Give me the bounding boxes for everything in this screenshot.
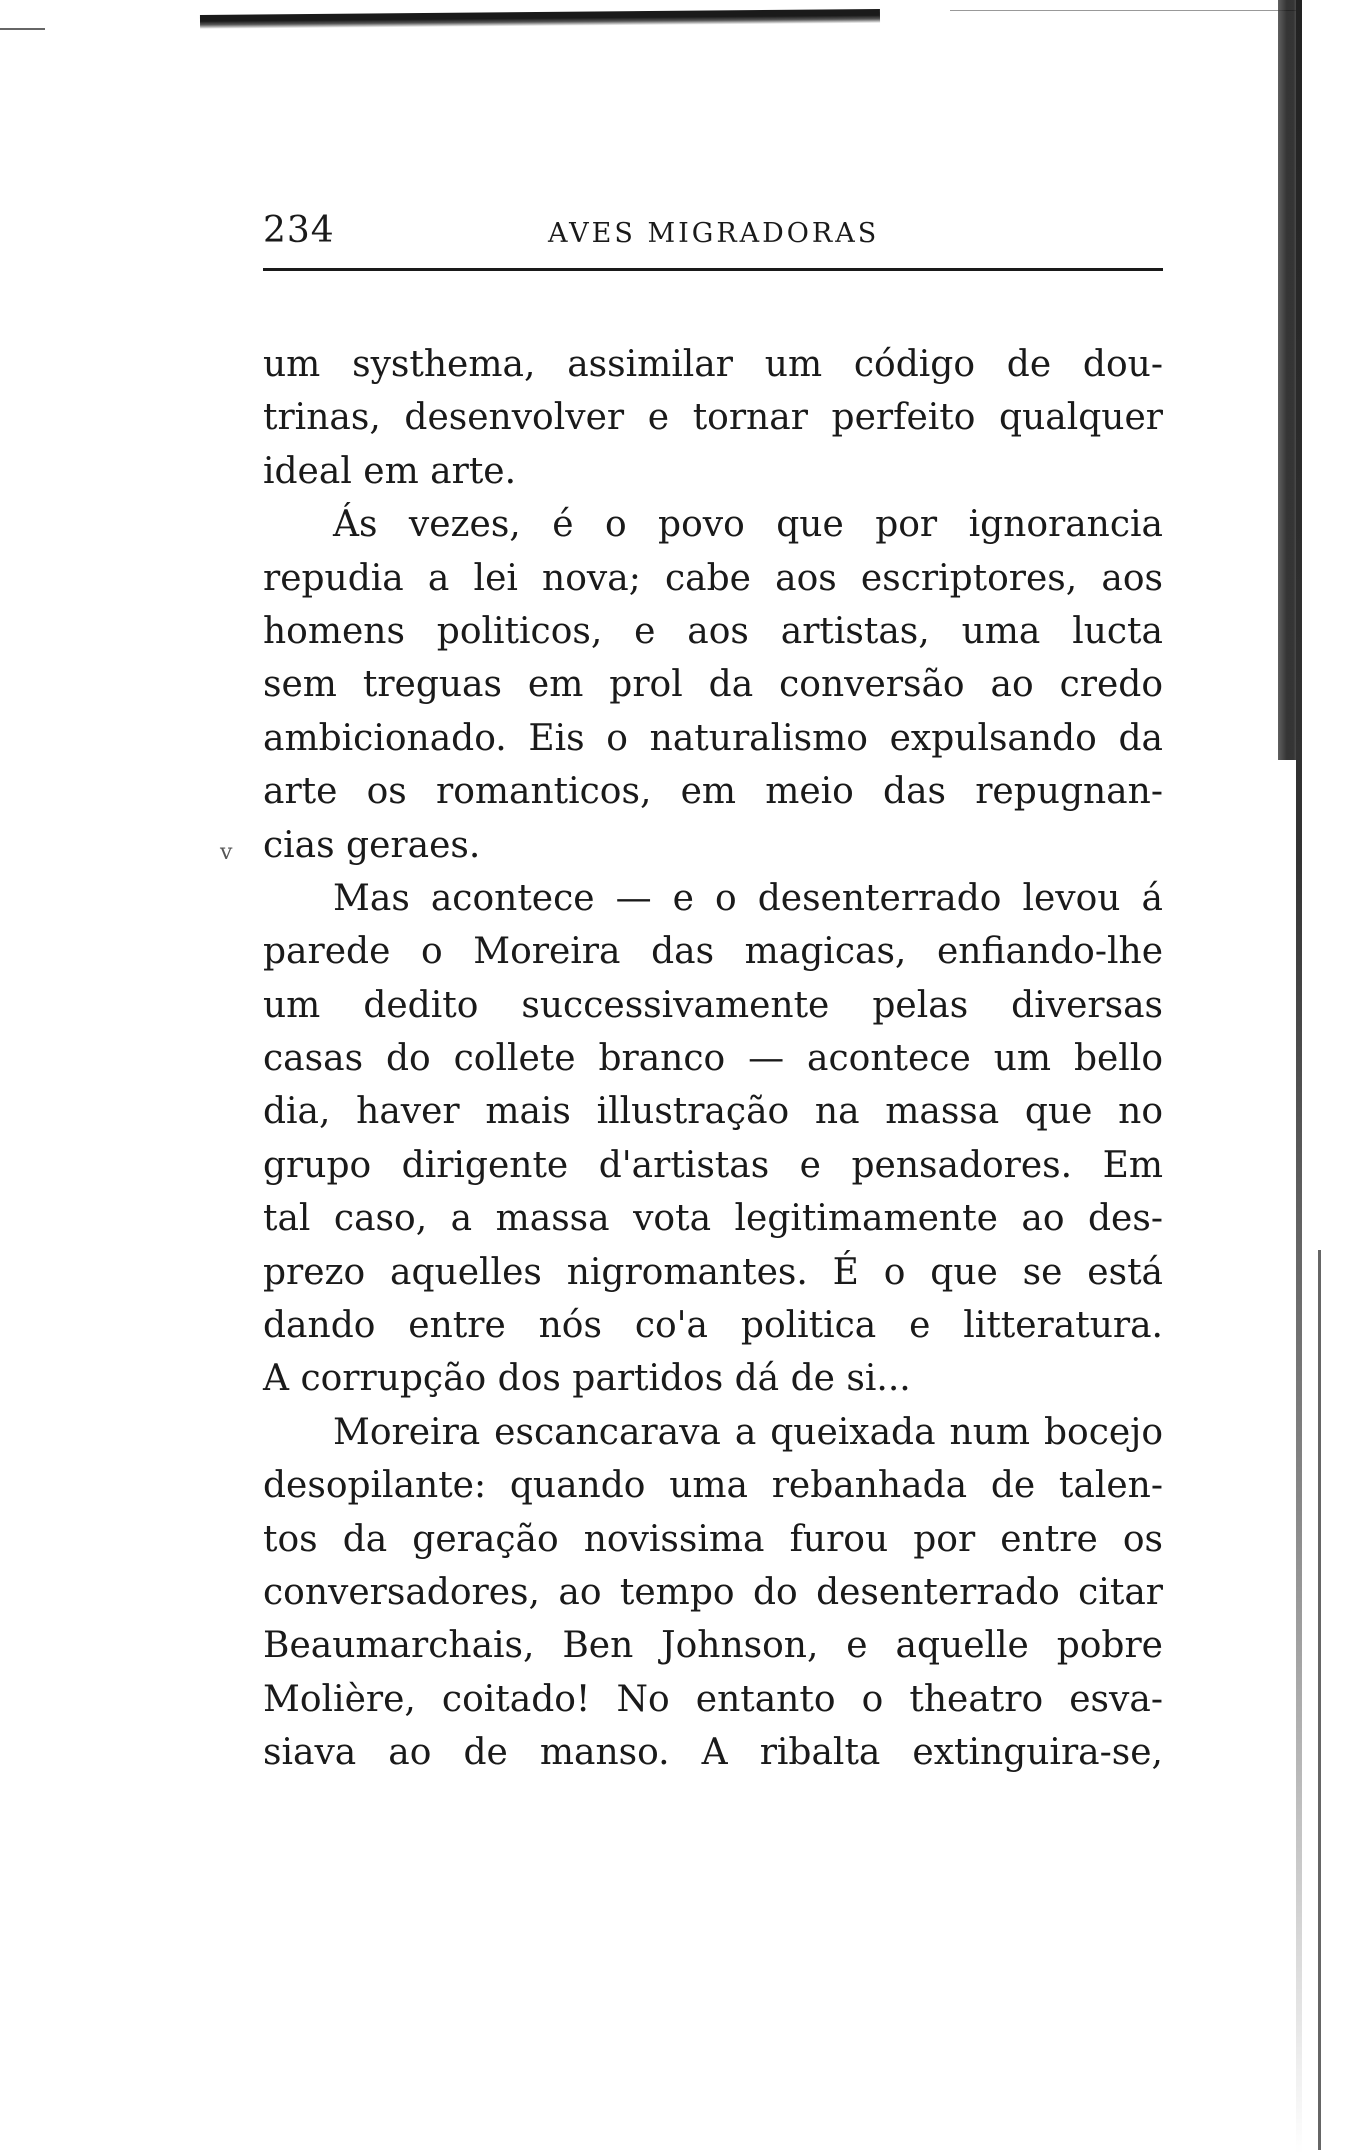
text-line: grupo dirigente d'artistas e pensadores. Em — [263, 1144, 1163, 1186]
text-line: ambicionado. Eis o naturalismo expulsando da — [263, 717, 1163, 759]
header-rule — [263, 268, 1163, 271]
margin-mark: v — [220, 840, 233, 865]
running-title: AVES MIGRADORAS — [548, 218, 880, 249]
text-line: trinas, desenvolver e tornar perfeito qualquer — [263, 397, 1163, 439]
text-line: parede o Moreira das magicas, enfiando-lhe — [263, 931, 1163, 973]
scan-binding-edge — [1296, 0, 1302, 2154]
text-line: ideal em arte. — [263, 450, 517, 492]
text-line: casas do collete branco — acontece um bello — [263, 1038, 1163, 1080]
text-line: um systhema, assimilar um código de dou- — [263, 344, 1163, 385]
text-line: prezo aquelles nigromantes. É o que se está — [263, 1251, 1163, 1293]
text-line: sem treguas em prol da conversão ao credo — [263, 664, 1163, 706]
page-header — [263, 210, 1163, 270]
text-line: A corrupção dos partidos dá de si... — [263, 1358, 911, 1400]
text-line: homens politicos, e aos artistas, uma lucta — [263, 610, 1163, 652]
text-line: Mas acontece — e o desenterrado levou á — [333, 877, 1163, 919]
scan-top-edge — [200, 9, 880, 29]
text-line: arte os romanticos, em meio das repugnan- — [263, 771, 1163, 813]
body-text — [263, 338, 1163, 1780]
text-line: dando entre nós co'a politica e litteratura. — [263, 1305, 1163, 1347]
text-line: Beaumarchais, Ben Johnson, e aquelle pobre — [263, 1625, 1163, 1667]
text-line: conversadores, ao tempo do desenterrado citar — [263, 1571, 1163, 1613]
text-line: um dedito successivamente pelas diversas — [263, 984, 1163, 1026]
text-line: tos da geração novissima furou por entre os — [263, 1518, 1163, 1560]
text-line: repudia a lei nova; cabe aos escriptores, aos — [263, 557, 1163, 599]
text-line: dia, haver mais illustração na massa que no — [263, 1091, 1163, 1133]
text-line: cias geraes. — [263, 824, 481, 866]
scan-binding-line — [1318, 1250, 1321, 2150]
text-line: desopilante: quando uma rebanhada de talen- — [263, 1465, 1163, 1507]
scan-edge-mark — [950, 10, 1300, 11]
text-line: tal caso, a massa vota legitimamente ao des- — [263, 1198, 1163, 1240]
text-line: siava ao de manso. A ribalta extinguira-se, — [263, 1732, 1163, 1774]
text-line: Moreira escancarava a queixada num bocejo — [333, 1411, 1163, 1453]
text-line: Molière, coitado! No entanto o theatro esva- — [263, 1678, 1163, 1720]
scan-edge-mark — [0, 28, 45, 30]
text-line: Ás vezes, é o povo que por ignorancia — [333, 504, 1163, 546]
page-number: 234 — [263, 210, 335, 251]
